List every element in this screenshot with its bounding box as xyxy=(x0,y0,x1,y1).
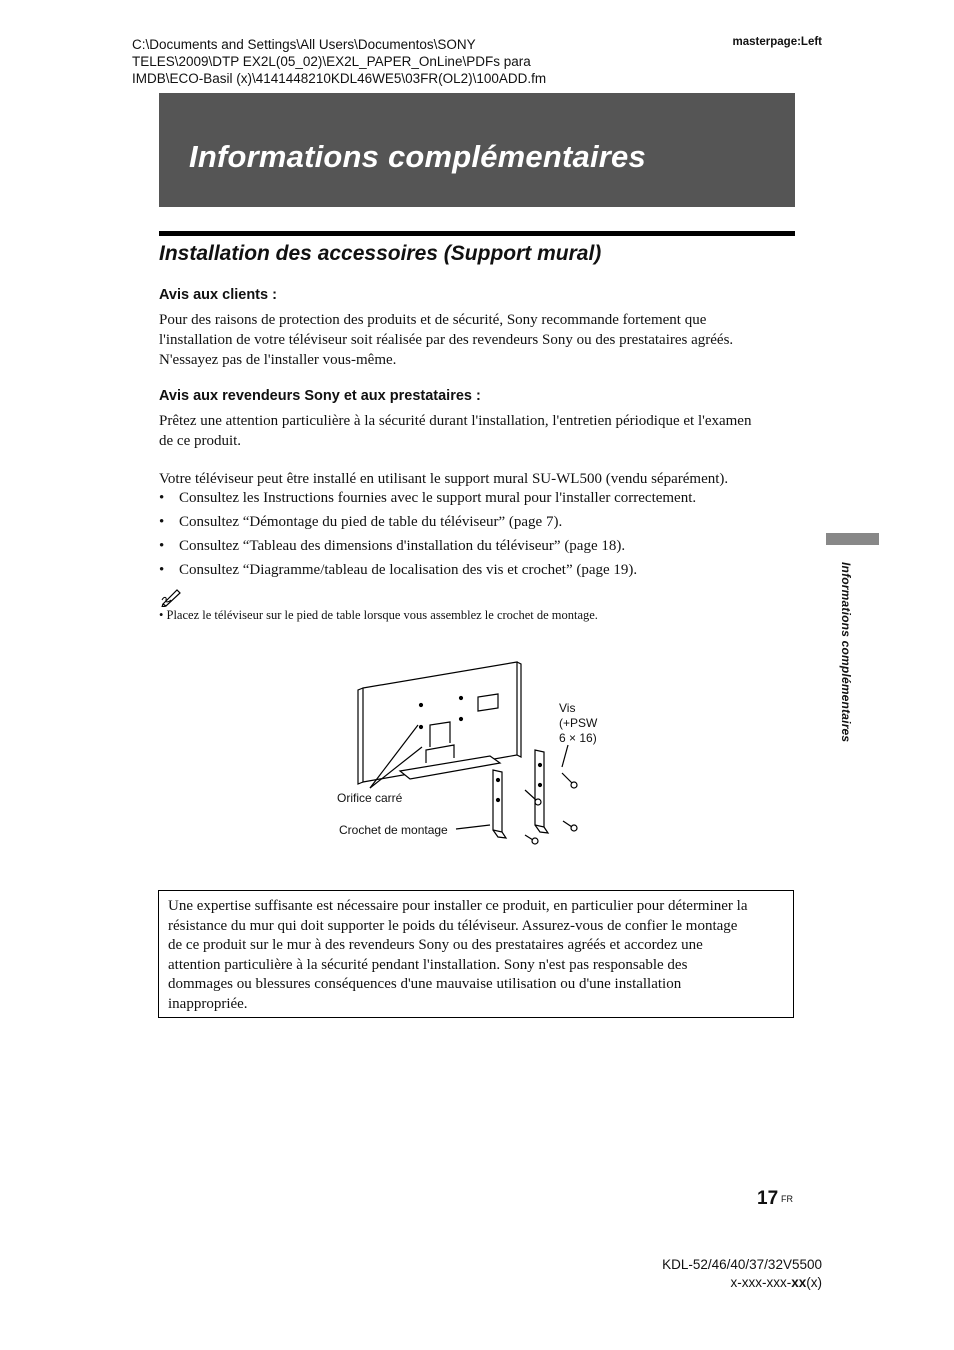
file-path-line: TELES\2009\DTP EX2L(05_02)\EX2L_PAPER_OnLine\PDFs para xyxy=(132,54,531,69)
file-path-line: IMDB\ECO-Basil (x)\4141448210KDL46WE5\03FR(OL2)\100ADD.fm xyxy=(132,71,547,86)
warning-line: inappropriée. xyxy=(168,995,248,1012)
screw-label xyxy=(559,701,597,746)
code-bold: xx xyxy=(791,1275,807,1290)
bullet-mark: • xyxy=(159,538,165,554)
clients-heading: Avis aux clients : xyxy=(159,287,277,303)
warning-box xyxy=(158,890,794,1018)
masterpage-label: masterpage:Left xyxy=(732,36,822,48)
warning-line: résistance du mur qui doit supporter le poids du téléviseur. Assurez-vous de confier le montage xyxy=(168,917,738,934)
list-item xyxy=(159,512,799,536)
warning-line: de ce produit sur le mur à des revendeurs Sony ou des prestataires agréés et accordez une xyxy=(168,937,703,953)
screw-label-line: (+PSW xyxy=(559,716,598,730)
model-info xyxy=(662,1256,822,1292)
list-item xyxy=(159,488,799,512)
dealers-paragraph xyxy=(159,411,799,451)
code-suffix: (x) xyxy=(806,1275,822,1290)
warning-line: Une expertise suffisante est nécessaire pour installer ce produit, en particulier pour déterminer la xyxy=(168,898,748,914)
bullet-mark: • xyxy=(159,514,165,530)
language-code: FR xyxy=(781,1194,793,1204)
paragraph-line: Prêtez une attention particulière à la sécurité durant l'installation, l'entretien périodique et l'examen xyxy=(159,413,752,429)
list-item-text: Consultez “Tableau des dimensions d'installation du téléviseur” (page 18). xyxy=(179,538,626,554)
warning-line: dommages ou blessures conséquences d'une mauvaise utilisation ou d'une installation xyxy=(168,976,682,992)
clients-paragraph xyxy=(159,310,799,370)
chapter-side-label: Informations complémentaires xyxy=(839,562,853,743)
file-path xyxy=(132,36,546,87)
wall-mount-intro: Votre téléviseur peut être installé en utilisant le support mural SU-WL500 (vendu séparément). xyxy=(159,471,729,487)
bullet-mark: • xyxy=(159,490,165,506)
warning-line: attention particulière à la sécurité pendant l'installation. Sony n'est pas responsable des xyxy=(168,956,688,973)
note-pencil-icon xyxy=(160,587,186,607)
bullet-mark: • xyxy=(159,562,165,578)
section-title: Installation des accessoires (Support mural) xyxy=(159,242,602,265)
list-item-text: Consultez “Diagramme/tableau de localisation des vis et crochet” (page 19). xyxy=(179,562,638,578)
warning-text xyxy=(168,897,784,1014)
chapter-banner xyxy=(159,93,795,207)
dealers-heading: Avis aux revendeurs Sony et aux prestataires : xyxy=(159,388,481,404)
screw-label-line: Vis xyxy=(559,701,576,715)
paragraph-line: N'essayez pas de l'installer vous-même. xyxy=(159,352,397,368)
list-item-text: Consultez “Démontage du pied de table du téléviseur” (page 7). xyxy=(179,514,563,530)
instruction-list xyxy=(159,488,799,584)
document-code xyxy=(662,1274,822,1292)
note-text: • Placez le téléviseur sur le pied de table lorsque vous assemblez le crochet de montage. xyxy=(159,608,598,622)
wall-bracket-illustration xyxy=(330,655,620,855)
file-path-line: C:\Documents and Settings\All Users\Documentos\SONY xyxy=(132,37,476,52)
code-prefix: x-xxx-xxx- xyxy=(730,1275,792,1290)
paragraph-line: l'installation de votre téléviseur soit réalisée par des revendeurs Sony ou des prestataires agréés. xyxy=(159,332,734,348)
screw-label-line: 6 × 16) xyxy=(559,731,597,745)
list-item-text: Consultez les Instructions fournies avec le support mural pour l'installer correctement. xyxy=(179,490,697,506)
chapter-side-tab xyxy=(826,533,879,545)
square-hole-label: Orifice carré xyxy=(337,791,403,805)
chapter-title: Informations complémentaires xyxy=(189,139,646,174)
paragraph-line: de ce produit. xyxy=(159,433,242,449)
list-item xyxy=(159,536,799,560)
list-item xyxy=(159,560,799,584)
page-number: 17 xyxy=(757,1188,779,1209)
model-number: KDL-52/46/40/37/32V5500 xyxy=(662,1257,822,1272)
paragraph-line: Pour des raisons de protection des produits et de sécurité, Sony recommande fortement que xyxy=(159,312,707,328)
section-rule xyxy=(159,231,795,236)
bracket-label: Crochet de montage xyxy=(339,823,448,837)
